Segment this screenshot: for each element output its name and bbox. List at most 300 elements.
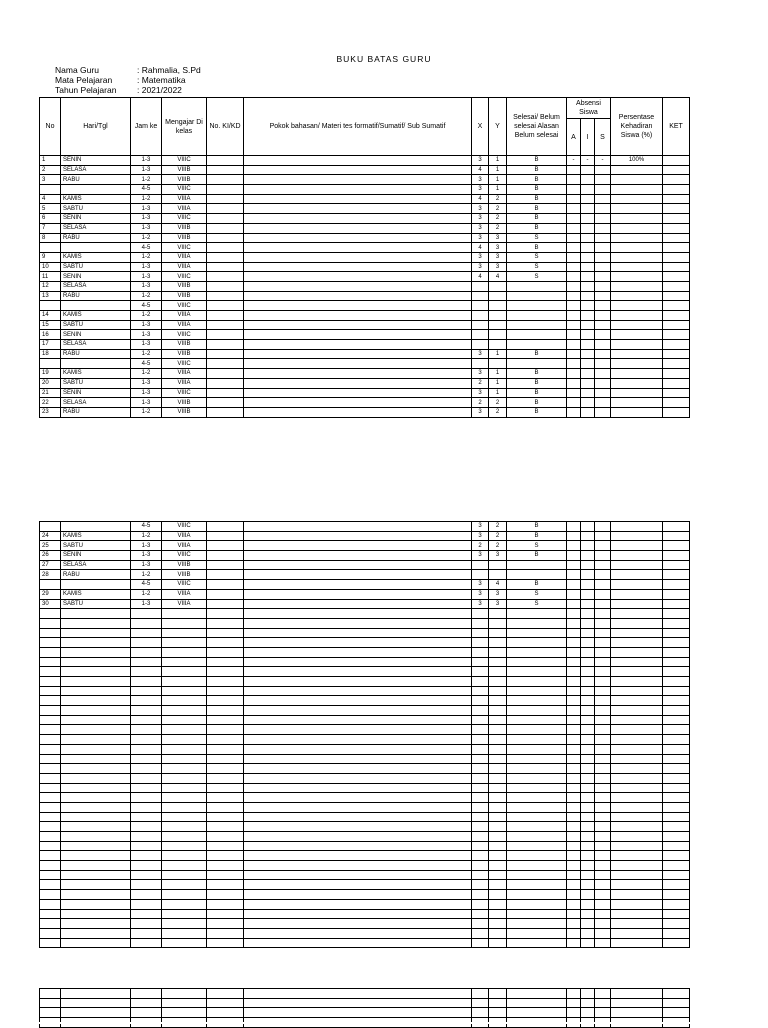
table-cell (663, 531, 690, 541)
table-cell (663, 928, 690, 938)
table-cell (663, 744, 690, 754)
table-cell (595, 706, 611, 716)
table-cell: 100% (611, 156, 663, 166)
blank-row (40, 880, 690, 890)
table-cell: 3 (472, 551, 489, 561)
table-cell: 4 (472, 272, 489, 282)
table-cell (595, 272, 611, 282)
table-cell (40, 793, 61, 803)
table-cell (611, 349, 663, 359)
table-cell (581, 398, 595, 408)
header-kikd: No. KI/KD (207, 98, 244, 156)
table-row (40, 599, 690, 609)
table-cell (472, 715, 489, 725)
table-cell (472, 1008, 489, 1018)
blank-row (40, 919, 690, 929)
table-cell (207, 851, 244, 861)
table-cell: 16 (40, 330, 61, 340)
table-cell (162, 989, 207, 999)
table-cell (595, 223, 611, 233)
table-cell (207, 194, 244, 204)
table-cell: SENIN (61, 551, 131, 561)
table-cell: SENIN (61, 156, 131, 166)
table-cell: B (507, 243, 567, 253)
table-cell (40, 938, 61, 948)
table-cell (162, 638, 207, 648)
table-cell (507, 311, 567, 321)
table-cell: B (507, 194, 567, 204)
table-cell (595, 398, 611, 408)
table-cell (581, 522, 595, 532)
table-cell: VIIIC (162, 301, 207, 311)
table-cell: 2 (489, 531, 507, 541)
table-cell (611, 551, 663, 561)
table-cell (595, 291, 611, 301)
table-cell (472, 938, 489, 948)
table-cell (567, 822, 581, 832)
table-cell (567, 551, 581, 561)
table-cell (162, 998, 207, 1008)
table-cell (663, 638, 690, 648)
table-cell (131, 735, 162, 745)
table-cell (489, 330, 507, 340)
table-cell (162, 686, 207, 696)
table-cell (472, 735, 489, 745)
table-cell: 8 (40, 233, 61, 243)
table-cell (40, 686, 61, 696)
table-cell (244, 725, 472, 735)
table-cell (489, 744, 507, 754)
table-cell (162, 783, 207, 793)
table-cell (663, 262, 690, 272)
table-cell: 1-3 (131, 398, 162, 408)
table-cell (472, 706, 489, 716)
header-day: Hari/Tgl (61, 98, 131, 156)
table-row (40, 281, 690, 291)
table-cell: B (507, 407, 567, 417)
table-cell (663, 793, 690, 803)
table-cell (595, 262, 611, 272)
table-cell (244, 272, 472, 282)
table-cell (162, 851, 207, 861)
table-cell (611, 696, 663, 706)
table-cell (207, 551, 244, 561)
table-cell (663, 890, 690, 900)
blank-row (40, 832, 690, 842)
table-cell: 4-5 (131, 580, 162, 590)
table-cell (663, 686, 690, 696)
table-cell (162, 677, 207, 687)
table-cell (489, 715, 507, 725)
table-cell (40, 989, 61, 999)
table-cell (611, 531, 663, 541)
table-cell (611, 340, 663, 350)
table-cell (131, 832, 162, 842)
table-cell: VIIIA (162, 369, 207, 379)
table-cell: 17 (40, 340, 61, 350)
table-cell (207, 928, 244, 938)
table-cell (581, 851, 595, 861)
table-cell (162, 1008, 207, 1018)
table-cell (595, 870, 611, 880)
table-cell: 1 (40, 156, 61, 166)
table-cell (663, 349, 690, 359)
table-cell (131, 802, 162, 812)
table-cell (567, 928, 581, 938)
table-cell (131, 998, 162, 1008)
table-cell: VIIIC (162, 185, 207, 195)
table-cell: 3 (472, 175, 489, 185)
table-cell (162, 793, 207, 803)
table-cell (567, 638, 581, 648)
table-cell (40, 832, 61, 842)
blank-row (40, 735, 690, 745)
table-cell: 1-2 (131, 570, 162, 580)
table-cell: VIIIB (162, 175, 207, 185)
table-cell (61, 812, 131, 822)
header-notes: KET (663, 98, 690, 156)
table-cell: S (507, 252, 567, 262)
table-cell (567, 754, 581, 764)
table-cell (595, 822, 611, 832)
table-cell (131, 880, 162, 890)
table-cell (244, 551, 472, 561)
table-cell (595, 214, 611, 224)
table-cell: RABU (61, 570, 131, 580)
table-cell: 3 (472, 522, 489, 532)
table-cell (611, 407, 663, 417)
table-cell (663, 378, 690, 388)
table-cell (507, 657, 567, 667)
table-cell (595, 570, 611, 580)
table-cell (244, 541, 472, 551)
table-cell (567, 398, 581, 408)
table-cell (489, 764, 507, 774)
table-cell: 3 (472, 369, 489, 379)
table-cell (472, 754, 489, 764)
table-cell: 22 (40, 398, 61, 408)
table-cell (131, 618, 162, 628)
table-cell (207, 262, 244, 272)
table-cell: 3 (40, 175, 61, 185)
table-cell (581, 551, 595, 561)
table-cell (581, 909, 595, 919)
table-cell (611, 686, 663, 696)
table-row (40, 330, 690, 340)
table-cell (40, 647, 61, 657)
header-absent-s: S (595, 119, 611, 156)
table-cell (581, 744, 595, 754)
table-cell: VIIIA (162, 311, 207, 321)
table-cell (611, 919, 663, 929)
header-absent-i: I (581, 119, 595, 156)
table-cell (595, 754, 611, 764)
table-cell (581, 609, 595, 619)
blank-row (40, 657, 690, 667)
table-cell (244, 812, 472, 822)
table-cell: 12 (40, 281, 61, 291)
table-cell: 1-3 (131, 165, 162, 175)
table-cell (472, 291, 489, 301)
table-cell (40, 928, 61, 938)
table-cell: 3 (472, 531, 489, 541)
table-cell (244, 291, 472, 301)
table-cell: VIIIB (162, 233, 207, 243)
table-cell: 1-3 (131, 320, 162, 330)
table-cell (131, 899, 162, 909)
table-row (40, 398, 690, 408)
table-cell: 2 (489, 223, 507, 233)
table-cell (162, 880, 207, 890)
table-cell (507, 793, 567, 803)
table-cell: B (507, 156, 567, 166)
table-cell (244, 919, 472, 929)
table-cell (581, 233, 595, 243)
table-cell (567, 989, 581, 999)
table-cell (567, 677, 581, 687)
table-cell (663, 851, 690, 861)
table-cell (131, 628, 162, 638)
table-cell (131, 744, 162, 754)
table-cell (162, 861, 207, 871)
table-cell (472, 628, 489, 638)
table-cell (581, 998, 595, 1008)
table-cell (581, 647, 595, 657)
table-cell (244, 243, 472, 253)
table-cell (663, 233, 690, 243)
table-cell (567, 686, 581, 696)
table-cell (595, 599, 611, 609)
table-cell: SENIN (61, 388, 131, 398)
table-cell: 2 (40, 165, 61, 175)
table-cell: 3 (472, 156, 489, 166)
table-cell (611, 398, 663, 408)
table-cell (507, 822, 567, 832)
table-cell (595, 989, 611, 999)
table-cell (244, 156, 472, 166)
table-row (40, 349, 690, 359)
table-cell (567, 175, 581, 185)
table-cell (472, 340, 489, 350)
table-cell (472, 618, 489, 628)
table-cell (244, 793, 472, 803)
table-cell (611, 618, 663, 628)
table-cell (581, 802, 595, 812)
table-cell (489, 773, 507, 783)
table-cell: SABTU (61, 378, 131, 388)
table-cell (663, 677, 690, 687)
table-cell (507, 340, 567, 350)
table-cell: 1-2 (131, 252, 162, 262)
table-cell: VIIIA (162, 599, 207, 609)
table-cell (581, 349, 595, 359)
table-cell (611, 541, 663, 551)
table-cell (663, 589, 690, 599)
table-cell (489, 570, 507, 580)
table-cell (581, 899, 595, 909)
table-cell (244, 599, 472, 609)
table-cell: VIIIA (162, 204, 207, 214)
table-cell (611, 998, 663, 1008)
table-cell (507, 609, 567, 619)
table-cell (40, 628, 61, 638)
table-cell (244, 330, 472, 340)
table-cell: VIIIB (162, 349, 207, 359)
table-cell (581, 369, 595, 379)
table-cell: 19 (40, 369, 61, 379)
table-cell: VIIIC (162, 214, 207, 224)
table-cell: 11 (40, 272, 61, 282)
table-cell: B (507, 204, 567, 214)
blank-row (40, 802, 690, 812)
table-cell (611, 706, 663, 716)
table-cell (244, 618, 472, 628)
table-cell (567, 919, 581, 929)
table-cell (40, 735, 61, 745)
table-cell: 3 (489, 589, 507, 599)
table-cell: B (507, 349, 567, 359)
table-cell (567, 214, 581, 224)
table-cell (40, 1008, 61, 1018)
table-cell (611, 378, 663, 388)
table-cell: 2 (489, 204, 507, 214)
table-cell (61, 880, 131, 890)
table-cell (595, 618, 611, 628)
table-cell (611, 667, 663, 677)
table-cell (663, 560, 690, 570)
table-cell (131, 667, 162, 677)
table-cell (567, 223, 581, 233)
table-row (40, 560, 690, 570)
blank-row (40, 812, 690, 822)
table-cell (40, 851, 61, 861)
table-cell (567, 851, 581, 861)
table-cell (244, 311, 472, 321)
table-cell (162, 802, 207, 812)
table-cell (663, 570, 690, 580)
table-cell (567, 570, 581, 580)
table-cell: 2 (489, 407, 507, 417)
table-cell (595, 589, 611, 599)
table-cell (507, 686, 567, 696)
header-period: Jam ke (131, 98, 162, 156)
table-cell (489, 609, 507, 619)
table-cell (244, 252, 472, 262)
table-cell (489, 667, 507, 677)
table-cell: SENIN (61, 330, 131, 340)
table-cell (207, 233, 244, 243)
table-cell (244, 861, 472, 871)
table-cell (567, 320, 581, 330)
table-cell (507, 628, 567, 638)
table-cell: 2 (489, 214, 507, 224)
table-cell (61, 580, 131, 590)
table-cell (581, 541, 595, 551)
table-cell (567, 407, 581, 417)
meta-label: Mata Pelajaran (55, 75, 113, 85)
table-cell (663, 822, 690, 832)
table-cell (207, 359, 244, 369)
table-cell (507, 802, 567, 812)
table-cell (595, 657, 611, 667)
table-cell (131, 764, 162, 774)
table-cell (611, 880, 663, 890)
table-cell (162, 754, 207, 764)
table-cell (207, 185, 244, 195)
table-cell (567, 832, 581, 842)
table-cell (162, 832, 207, 842)
blank-row (40, 696, 690, 706)
table-cell (489, 281, 507, 291)
header-status: Selesai/ Belum selesai Alasan Belum selesai (507, 98, 567, 156)
table-cell (207, 638, 244, 648)
table-cell (472, 783, 489, 793)
table-cell: 3 (472, 252, 489, 262)
table-cell (581, 589, 595, 599)
table-cell (567, 715, 581, 725)
table-cell (131, 686, 162, 696)
table-cell (207, 281, 244, 291)
table-cell (244, 570, 472, 580)
table-cell: 3 (489, 243, 507, 253)
table-cell (244, 773, 472, 783)
table-cell (581, 793, 595, 803)
table-row (40, 214, 690, 224)
table-cell (162, 667, 207, 677)
table-cell (507, 841, 567, 851)
table-cell (611, 938, 663, 948)
table-cell: 25 (40, 541, 61, 551)
table-cell (581, 667, 595, 677)
table-cell: KAMIS (61, 589, 131, 599)
table-cell (489, 909, 507, 919)
table-cell (40, 998, 61, 1008)
table-cell (663, 880, 690, 890)
table-cell (131, 773, 162, 783)
table-cell (40, 841, 61, 851)
table-cell (131, 715, 162, 725)
table-cell (663, 369, 690, 379)
table-cell (207, 744, 244, 754)
table-cell (61, 773, 131, 783)
blank-row (40, 773, 690, 783)
table-cell: SENIN (61, 214, 131, 224)
table-cell (611, 560, 663, 570)
table-cell (611, 744, 663, 754)
table-cell (131, 861, 162, 871)
table-cell: 1-2 (131, 291, 162, 301)
table-cell (40, 301, 61, 311)
table-cell (489, 832, 507, 842)
table-cell (489, 725, 507, 735)
table-cell (663, 522, 690, 532)
table-cell (567, 204, 581, 214)
table-cell (61, 618, 131, 628)
table-cell (61, 638, 131, 648)
table-cell (663, 156, 690, 166)
header-topic: Pokok bahasan/ Materi tes formatif/Sumatif/ Sub Sumatif (244, 98, 472, 156)
table-cell (567, 301, 581, 311)
table-cell: 1 (489, 369, 507, 379)
table-cell (472, 647, 489, 657)
table-cell: 26 (40, 551, 61, 561)
table-cell (611, 599, 663, 609)
table-cell: 13 (40, 291, 61, 301)
table-2-body (40, 522, 690, 948)
table-cell (611, 359, 663, 369)
blank-row (40, 909, 690, 919)
blank-row (40, 861, 690, 871)
